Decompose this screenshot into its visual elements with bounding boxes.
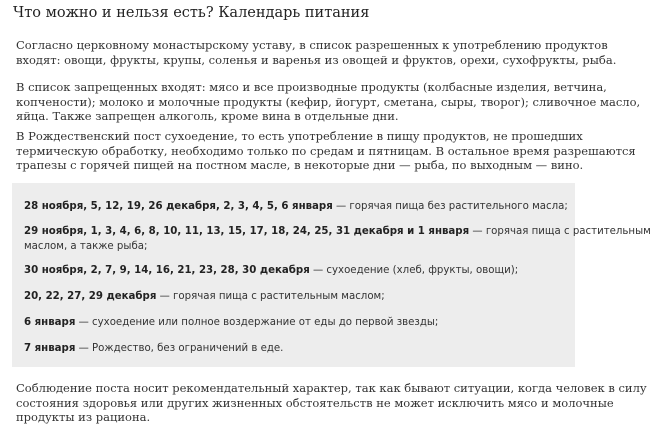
text-line: В список запрещенных входят: мясо и все производные продукты (колбасные изделия, ветчина, — [16, 80, 607, 94]
calendar-row — [24, 341, 283, 356]
text-line: состояния здоровья или других жизненных обстоятельств не может исключить мясо и молочные — [16, 395, 614, 410]
text-line: трапезы с горячей пищей на постном масле, в некоторые дни — рыба, по выходным — вино. — [16, 158, 584, 172]
text-line: В Рождественский пост сухоедение, то есть употребление в пищу продуктов, не прошедших — [16, 129, 583, 143]
calendar-row — [24, 315, 438, 330]
calendar-dates: 30 ноября, 2, 7, 9, 14, 16, 21, 23, 28, 30 декабря — [24, 265, 310, 276]
text-line: продукты из рациона. — [16, 410, 151, 424]
calendar-rule: — горячая пища с растительным маслом; — [156, 291, 385, 302]
calendar-row — [24, 199, 568, 214]
calendar-dates: 28 ноября, 5, 12, 19, 26 декабря, 2, 3, 4, 5, 6 января — [24, 201, 333, 212]
text-line: Согласно церковному монастырскому уставу, в список разрешенных к употреблению продуктов — [16, 38, 608, 52]
calendar-rule: — Рождество, без ограничений в еде. — [75, 343, 284, 354]
text-line: термическую обработку, необходимо только по средам и пятницам. В остальное время разрешаются — [16, 143, 636, 158]
text-line: Соблюдение поста носит рекомендательный характер, так как бывают ситуации, когда человек в силу — [16, 381, 647, 395]
text-line: копчености); молоко и молочные продукты (кефир, йогурт, сметана, сыры, творог); сливочное масло, — [16, 94, 641, 109]
calendar-row — [24, 289, 385, 304]
paragraph-forbidden-foods — [16, 80, 641, 124]
calendar-rule: — горячая пища без растительного масла; — [332, 201, 568, 212]
calendar-rule: — горячая пища с растительным — [469, 226, 651, 237]
calendar-rule: — сухоедение или полное воздержание от еды до первой звезды; — [75, 317, 439, 328]
calendar-row — [24, 263, 518, 278]
calendar-rule: — сухоедение (хлеб, фрукты, овощи); — [309, 265, 519, 276]
calendar-dates: 20, 22, 27, 29 декабря — [24, 291, 157, 302]
text-line: яйца. Также запрещен алкоголь, кроме вина в отдельные дни. — [16, 109, 399, 123]
calendar-dates: 7 января — [24, 343, 76, 354]
calendar-dates: 29 ноября, 1, 3, 4, 6, 8, 10, 11, 13, 15, 17, 18, 24, 25, 31 декабря и 1 января — [24, 226, 470, 237]
paragraph-recommendation — [16, 381, 647, 425]
calendar-dates: 6 января — [24, 317, 76, 328]
paragraph-allowed-foods — [16, 38, 617, 67]
calendar-row — [24, 224, 651, 254]
article-heading: Что можно и нельзя есть? Календарь питания — [13, 5, 370, 21]
text-line: входят: овощи, фрукты, крупы, соленья и варенья из овощей и фруктов, орехи, сухофрукты, рыба. — [16, 52, 617, 67]
calendar-rule-continued: маслом, а также рыба; — [24, 241, 148, 252]
fasting-calendar-box — [12, 183, 651, 367]
paragraph-fasting-rules — [16, 129, 636, 173]
